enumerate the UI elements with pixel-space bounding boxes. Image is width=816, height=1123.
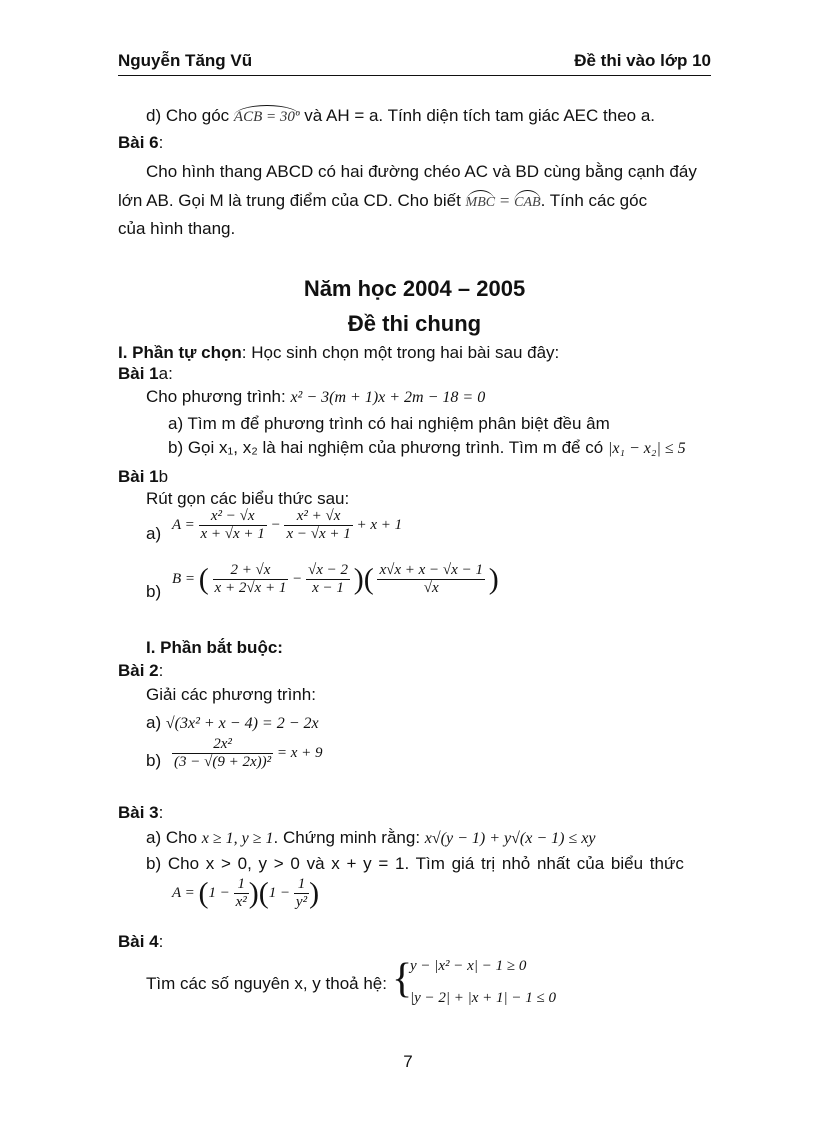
bai3-paren-close: ): [248, 876, 259, 910]
bai3-b-one-b: 1 −: [268, 884, 291, 901]
expr-b-lhs: B =: [172, 570, 196, 587]
expr-a-tail: + x + 1: [356, 516, 403, 533]
expr-a-lhs: A =: [172, 516, 195, 533]
bai3-item-a: [146, 828, 595, 849]
expression-a: [172, 508, 402, 543]
angle-eq: =: [499, 191, 510, 210]
bai3-b-expression: [172, 876, 319, 911]
bai3-b-one-a: 1 −: [208, 884, 230, 901]
part1-heading-bold: I. Phần tự chọn: [118, 343, 242, 362]
bai6-line2: [118, 190, 647, 214]
problem-5d-suffix: và AH = a. Tính diện tích tam giác AEC theo a.: [304, 106, 655, 125]
expr-b-frac1: [213, 562, 289, 597]
bai1a-item-b-text: b) Gọi x₁, x₂ là hai nghiệm của phương trình. Tìm m để có: [168, 438, 604, 457]
bai1a-equation: x² − 3(m + 1)x + 2m − 18 = 0: [290, 389, 486, 406]
bai1a-item-b-math: |x₁ − x₂| ≤ 5: [607, 440, 686, 457]
angle-cab: CAB: [514, 190, 540, 214]
expr-b-frac3: [377, 562, 484, 597]
bai4-text: Tìm các số nguyên x, y thoả hệ:: [146, 974, 387, 993]
expr-a-frac2-num: x² + √x: [284, 508, 352, 526]
expr-b-frac1-den: x + 2√x + 1: [214, 580, 287, 596]
bai2-b-frac: [172, 736, 273, 771]
bai2-b-num: 2x²: [172, 736, 273, 754]
bai3-item-b: b) Cho x > 0, y > 0 và x + y = 1. Tìm giá trị nhỏ nhất của biểu thức: [146, 854, 684, 873]
bai1a-label: Bài 1: [118, 364, 159, 383]
bai6-line2-a: lớn AB. Gọi M là trung điểm của CD. Cho biết: [118, 191, 461, 210]
bai3-colon: :: [158, 803, 164, 822]
bai4-system-eq1: y − |x² − x| − 1 ≥ 0: [410, 958, 527, 974]
bai3-a-text: a) Cho: [146, 828, 198, 847]
bai3-a-ineq: x√(y − 1) + y√(x − 1) ≤ xy: [424, 830, 596, 847]
bai3-heading: [118, 803, 163, 823]
bai3-label: Bài 3: [118, 803, 159, 822]
bai3-a-text2: . Chứng minh rằng:: [273, 828, 421, 847]
bai2-b-den: (3 − √(9 + 2x))²: [174, 754, 272, 770]
expr-b-frac3-num: x√x + x − √x − 1: [379, 562, 483, 578]
bai6-line3: của hình thang.: [118, 219, 236, 238]
bai1a-item-b: [168, 438, 686, 459]
item-b-label: b): [146, 582, 162, 601]
bai2-colon: :: [158, 661, 164, 680]
paren-close: ): [353, 562, 364, 596]
paren-close-2: ): [488, 562, 499, 596]
system-brace: {: [392, 956, 413, 1002]
bai4-system-eq2: |y − 2| + |x + 1| − 1 ≤ 0: [410, 990, 557, 1006]
bai2-label: Bài 2: [118, 661, 159, 680]
problem-5d: [146, 105, 655, 127]
expr-b-frac2: [306, 562, 350, 597]
paren-open-2: (: [363, 562, 374, 596]
bai1a-heading: [118, 364, 173, 384]
bai3-b-lhs: A =: [172, 884, 195, 901]
exam-title: Đề thi chung: [347, 311, 482, 336]
bai2-item-a-label: a): [146, 713, 162, 732]
expr-b-frac2-num: √x − 2: [307, 562, 348, 578]
bai3-paren-open-2: (: [258, 876, 269, 910]
bai3-b-frac1: [234, 876, 249, 911]
year-title: Năm học 2004 – 2005: [303, 276, 526, 301]
bai1a-intro: [146, 387, 485, 408]
bai3-a-cond: x ≥ 1, y ≥ 1: [201, 830, 274, 847]
expr-a-frac1-den: x + √x + 1: [200, 526, 265, 542]
bai3-b-frac2-num: 1: [294, 876, 309, 894]
bai2-item-b-label: b): [146, 751, 162, 770]
angle-acb: ACB = 30º: [234, 105, 300, 127]
bai3-b-frac1-den: x²: [235, 894, 247, 910]
page-number: 7: [403, 1052, 413, 1071]
part2-heading: I. Phần bắt buộc:: [146, 638, 283, 657]
angle-mbc: MBC: [466, 190, 496, 214]
bai3-b-frac2: [294, 876, 309, 911]
bai2-b-equation: [172, 736, 323, 771]
bai6-label: Bài 6: [118, 133, 159, 152]
bai4-colon: :: [158, 932, 164, 951]
expr-b-frac1-num: 2 + √x: [213, 562, 289, 580]
bai1b-heading: [118, 467, 168, 487]
bai2-item-a: [146, 713, 319, 734]
expr-b-frac2-den: x − 1: [312, 580, 344, 596]
part1-heading: [118, 343, 559, 363]
expr-a-frac2-den: x − √x + 1: [286, 526, 351, 542]
bai3-b-frac2-den: y²: [295, 894, 308, 910]
bai1b-suffix: b: [158, 467, 169, 486]
problem-5d-prefix: d) Cho góc: [146, 106, 230, 125]
header-rule: [118, 75, 711, 76]
paren-open: (: [198, 562, 209, 596]
bai1a-item-a: a) Tìm m để phương trình có hai nghiệm phân biệt đều âm: [168, 414, 610, 433]
expr-a-minus: −: [270, 516, 281, 533]
expression-b: [172, 562, 499, 597]
part1-heading-rest: : Học sinh chọn một trong hai bài sau đây:: [241, 343, 560, 362]
bai6-line1: Cho hình thang ABCD có hai đường chéo AC và BD cùng bằng cạnh đáy: [146, 162, 697, 181]
bai6-heading: [118, 133, 163, 153]
bai6-colon: :: [158, 133, 164, 152]
expr-a-frac1-num: x² − √x: [199, 508, 267, 526]
expr-b-minus: −: [292, 570, 303, 587]
bai3-paren-close-2: ): [309, 876, 320, 910]
expr-a-frac2: [284, 508, 352, 543]
bai2-b-rhs: = x + 9: [276, 744, 323, 761]
bai1b-intro: Rút gọn các biểu thức sau:: [146, 489, 350, 508]
bai1a-intro-text: Cho phương trình:: [146, 387, 286, 406]
bai1b-label: Bài 1: [118, 467, 159, 486]
bai3-b-frac1-num: 1: [234, 876, 249, 894]
bai2-heading: [118, 661, 163, 681]
expr-b-frac3-den: √x: [423, 580, 439, 596]
bai4-heading: [118, 932, 163, 952]
item-a-label: a): [146, 524, 162, 543]
expr-a-frac1: [199, 508, 267, 543]
bai6-line2-b: . Tính các góc: [540, 191, 648, 210]
bai4-label: Bài 4: [118, 932, 159, 951]
header-author: Nguyễn Tăng Vũ: [118, 51, 253, 70]
bai1a-suffix: a:: [158, 364, 173, 383]
bai2-intro: Giải các phương trình:: [146, 685, 316, 704]
bai2-a-equation: √(3x² + x − 4) = 2 − 2x: [165, 715, 319, 732]
bai3-paren-open: (: [198, 876, 209, 910]
header-title: Đề thi vào lớp 10: [574, 51, 711, 70]
